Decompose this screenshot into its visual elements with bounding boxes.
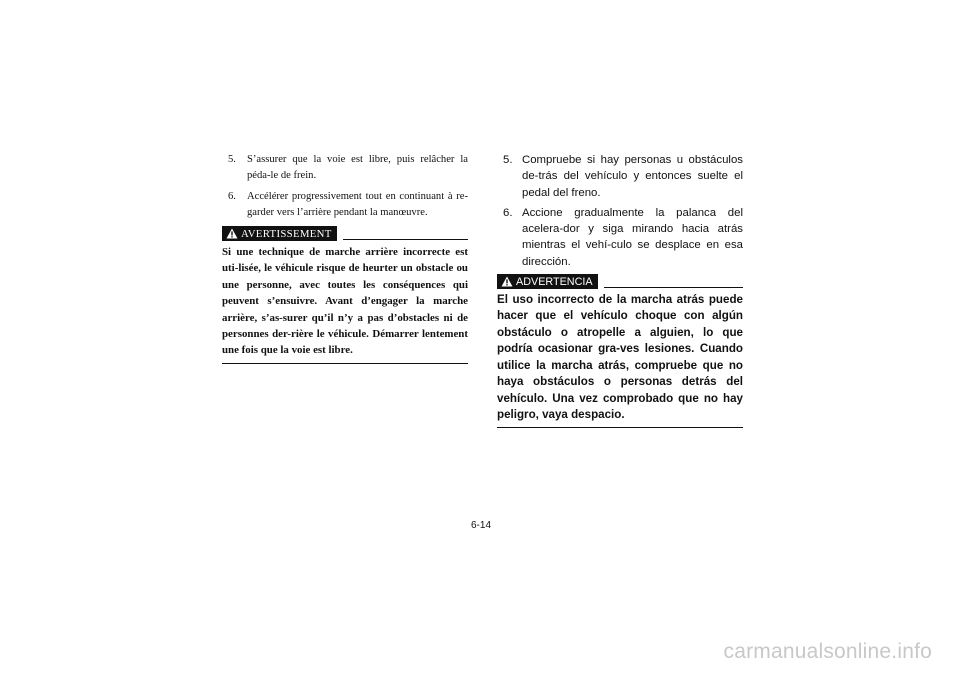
step-text: Compruebe si hay personas u obstáculos de-trás del vehículo y entonces suelte el pedal del freno. <box>522 154 743 199</box>
warning-end-rule <box>497 427 743 428</box>
warning-label: AVERTISSEMENT <box>241 227 332 240</box>
step-number: 6. <box>228 191 236 202</box>
step-text: S’assurer que la voie est libre, puis relâcher la péda-le de frein. <box>247 154 468 181</box>
spanish-column <box>497 152 743 428</box>
step-text: Accélérer progressivement tout en continuant à re-garder vers l’arrière pendant la manœuvre. <box>247 191 468 218</box>
list-item <box>497 205 743 270</box>
warning-end-rule <box>222 363 468 364</box>
warning-triangle-icon <box>226 228 238 239</box>
warning-badge <box>222 226 337 241</box>
step-number: 5. <box>228 154 236 165</box>
step-text: Accione gradualmente la palanca del acelera-dor y siga mirando hacia atrás mientras el vehí-culo se desplace en esa dirección. <box>522 206 743 268</box>
warning-badge <box>497 274 598 289</box>
warning-header <box>222 226 468 241</box>
page-number: 6-14 <box>471 520 492 531</box>
step-number: 5. <box>503 154 513 166</box>
spanish-steps <box>497 152 743 270</box>
list-item <box>222 152 468 184</box>
warning-triangle-icon <box>501 276 513 287</box>
french-column <box>222 152 468 364</box>
list-item <box>497 152 743 201</box>
french-steps <box>222 152 468 221</box>
warning-text: Si une technique de marche arrière incorrecte est uti-lisée, le véhicule risque de heurter un obstacle ou une personne, avec toutes les conséquences qui peuvent s’ensuivre. Avant d’engager la marche arrière, s’as-surer qu’il n’y a pas d’obstacles ni de personnes der-rière le véhicule. Démarrer lentement une fois que la voie est libre. <box>222 246 468 357</box>
watermark-text: carmanualsonline.info <box>723 640 932 663</box>
list-item <box>222 189 468 221</box>
warning-header <box>497 274 743 289</box>
header-rule <box>343 239 468 240</box>
step-number: 6. <box>503 206 513 219</box>
warning-text: El uso incorrecto de la marcha atrás puede hacer que el vehículo choque con algún obstáculo o atropelle a alguien, lo que podría ocasionar gra-ves lesiones. Cuando utilice la marcha atrás, compruebe que no haya obstáculos o personas detrás del vehículo. Una vez comprobado que no hay peligro, vaya despacio. <box>497 293 743 421</box>
warning-label: ADVERTENCIA <box>516 275 593 288</box>
header-rule <box>604 287 743 288</box>
